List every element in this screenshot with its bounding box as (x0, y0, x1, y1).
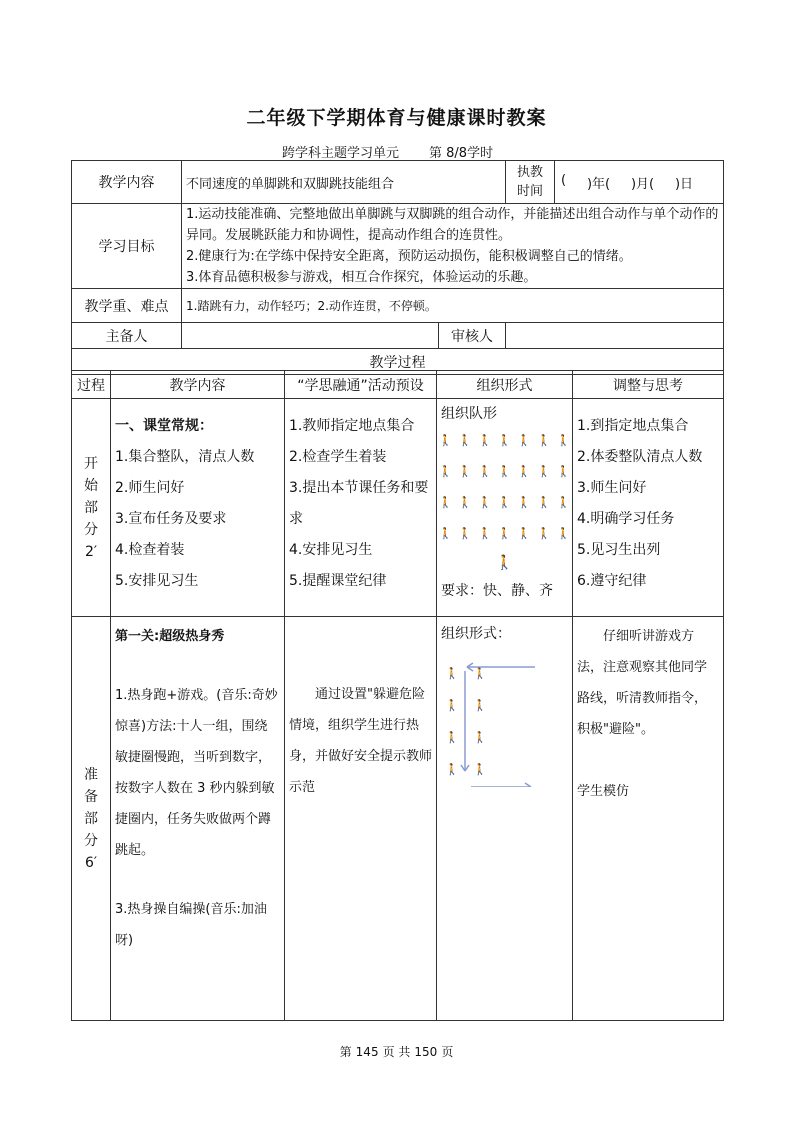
list-item: 2.检查学生着装 (289, 449, 387, 465)
list-item: 1.到指定地点集合 (577, 418, 689, 434)
list-item: 3.师生问好 (577, 480, 647, 496)
key-label: 教学重、难点 (72, 289, 182, 323)
student-icon: 🚶 (537, 527, 551, 540)
list-item: 6.遵守纪律 (577, 573, 647, 589)
col-header: “学思融通”活动预设 (285, 371, 437, 399)
start-organization (437, 399, 573, 617)
runner-icon: 🚶 (445, 699, 459, 712)
prep-adjust-p2: 学生模仿 (577, 784, 630, 799)
reviewer-label: 审核人 (439, 323, 506, 349)
run-route-diagram (441, 647, 561, 787)
list-item: 3.宣布任务及要求 (115, 511, 227, 527)
exec-time-label: 执教 时间 (506, 161, 555, 204)
formation-row (438, 487, 571, 518)
prep-content-p2: 3.热身操自编操(音乐:加油呀) (115, 902, 267, 948)
org-title: 组织队形 (441, 406, 497, 422)
student-icon: 🚶 (438, 496, 453, 509)
list-item: 5.提醒课堂纪律 (289, 573, 387, 589)
col-header: 调整与思考 (573, 371, 724, 399)
content-value: 不同速度的单脚跳和双脚跳技能组合 (182, 161, 506, 204)
list-item: 4.明确学习任务 (577, 511, 675, 527)
content-label: 教学内容 (72, 161, 182, 204)
formation-row (438, 518, 571, 549)
runner-icon: 🚶 (473, 667, 487, 680)
student-icon: 🚶 (438, 527, 453, 540)
start-content-head: 一、课堂常规： (115, 418, 213, 434)
goal-label: 学习目标 (72, 204, 182, 289)
runner-icon: 🚶 (473, 731, 487, 744)
runner-icon: 🚶 (445, 763, 459, 776)
goal-item: 1.运动技能准确、完整地做出单脚跳与双脚跳的组合动作，并能描述出组合动作与单个动作的异同。发展眺跃能力和协调性，提高动作组合的连贯性。 (186, 207, 719, 243)
prep-adjust (573, 617, 724, 1021)
runner-icon: 🚶 (473, 763, 487, 776)
student-icon: 🚶 (517, 434, 532, 447)
unit-label: 跨学科主题学习单元 (282, 146, 400, 161)
student-icon: 🚶 (477, 496, 492, 509)
preparer-label: 主备人 (72, 323, 182, 349)
student-icon: 🚶 (556, 496, 571, 509)
student-icon: 🚶 (537, 434, 551, 447)
runner-icon: 🚶 (445, 667, 459, 680)
header-table (71, 160, 724, 375)
student-icon: 🚶 (497, 465, 512, 478)
student-icon: 🚶 (517, 465, 532, 478)
student-icon: 🚶 (477, 434, 492, 447)
formation-row (438, 425, 571, 456)
list-item: 4.检查着装 (115, 542, 185, 558)
goal-item: 3.体育品德积极参与游戏，相互合作探究，体验运动的乐趣。 (186, 270, 537, 285)
section-label-start: 开 始 部 分 2′ (72, 399, 111, 617)
teacher-icon: 🚶 (495, 555, 514, 571)
list-item: 1.教师指定地点集合 (289, 418, 415, 434)
prep-activity (285, 617, 437, 1021)
student-icon: 🚶 (477, 527, 492, 540)
key-value: 1.踏跳有力，动作轻巧；2.动作连贯，不停顿。 (182, 289, 724, 323)
exec-time-value: ( )年( )月( )日 (555, 161, 724, 204)
runner-icon: 🚶 (445, 731, 459, 744)
col-header: 教学内容 (111, 371, 285, 399)
list-item: 4.安排见习生 (289, 542, 373, 558)
list-item: 3.提出本节课任务和要求 (289, 480, 429, 527)
list-item: 5.安排见习生 (115, 573, 199, 589)
student-icon: 🚶 (497, 527, 512, 540)
section-label-prep: 准 备 部 分 6′ (72, 617, 111, 1021)
page-number: 第 145 页 共 150 页 (339, 1045, 454, 1059)
prep-content-head: 第一关:超级热身秀 (115, 629, 225, 644)
formation-grid (438, 425, 571, 549)
student-icon: 🚶 (556, 527, 571, 540)
list-item: 5.见习生出列 (577, 542, 661, 558)
goal-item: 2.健康行为:在学练中保持安全距离，预防运动损伤，能积极调整自己的情绪。 (186, 249, 632, 264)
runner-icons (445, 667, 487, 776)
list-item: 1.集合整队，清点人数 (115, 449, 255, 465)
student-icon: 🚶 (497, 496, 512, 509)
student-icon: 🚶 (537, 496, 551, 509)
runner-icon: 🚶 (473, 699, 487, 712)
lesson-label: 第 8/8学时 (429, 146, 494, 161)
student-icon: 🚶 (458, 434, 472, 447)
prep-content-p1: 1.热身跑+游戏。(音乐:奇妙惊喜)方法:十人一组，围绕敏捷圈慢跑，当听到数字，按数字人数在 3 秒内躲到敏捷圈内，任务失败做两个蹲跳起。 (115, 688, 278, 858)
subtitle (282, 142, 493, 161)
formation-row (438, 456, 571, 487)
prep-adjust-p1: 仔细听讲游戏方法，注意观察其他同学路线，听清教师指令，积极"避险"。 (577, 629, 708, 737)
student-icon: 🚶 (458, 496, 472, 509)
student-icon: 🚶 (458, 527, 472, 540)
student-icon: 🚶 (477, 465, 492, 478)
student-icon: 🚶 (517, 527, 532, 540)
page-title: 二年级下学期体育与健康课时教案 (246, 107, 547, 129)
prep-content (111, 617, 285, 1021)
student-icon: 🚶 (438, 434, 453, 447)
student-icon: 🚶 (458, 465, 472, 478)
goal-list (182, 204, 724, 289)
start-activity (285, 399, 437, 617)
org-form-title: 组织形式： (441, 626, 511, 642)
student-icon: 🚶 (497, 434, 512, 447)
reviewer-value (506, 323, 724, 349)
col-header: 组织形式 (437, 371, 573, 399)
student-icon: 🚶 (517, 496, 532, 509)
start-content (111, 399, 285, 617)
list-item: 2.师生问好 (115, 480, 185, 496)
org-requirement: 要求：快、静、齐 (441, 583, 553, 599)
process-table (71, 370, 724, 1021)
prep-activity-text: 通过设置"躲避危险情境，组织学生进行热身，并做好安全提示教师示范 (289, 687, 433, 795)
student-icon: 🚶 (537, 465, 551, 478)
prep-organization (437, 617, 573, 1021)
start-adjust (573, 399, 724, 617)
student-icon: 🚶 (438, 465, 453, 478)
process-title: 教学过程 (72, 349, 724, 375)
student-icon: 🚶 (556, 434, 571, 447)
preparer-value (182, 323, 439, 349)
col-header: 过程 (72, 371, 111, 399)
student-icon: 🚶 (556, 465, 571, 478)
list-item: 2.体委整队清点人数 (577, 449, 703, 465)
